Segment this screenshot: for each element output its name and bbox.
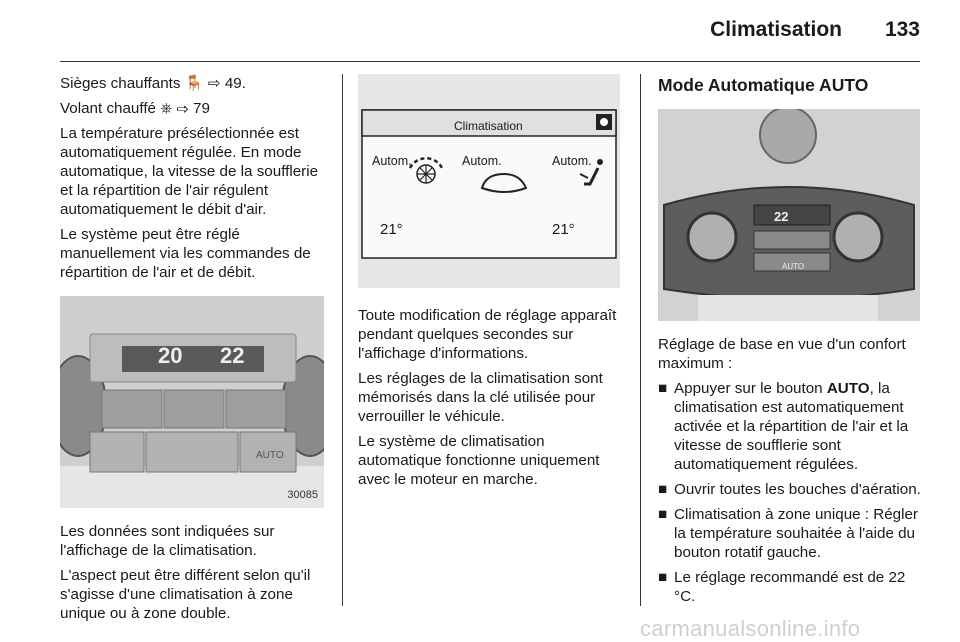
auto-display-temp: 22	[774, 209, 789, 224]
paragraph-base-setting: Réglage de base en vue d'un confort maximum :	[658, 336, 906, 372]
paragraph-manual: Le système peut être réglé manuellement via les commandes de répartition de l'air et de débit.	[60, 226, 311, 281]
bullet-icon: ■	[658, 380, 668, 397]
auto-button: AUTO	[782, 262, 805, 271]
column-divider	[342, 74, 343, 606]
info-display-frame	[358, 74, 620, 288]
figure-code: 30085	[287, 486, 318, 505]
display-right-temp: 22	[220, 343, 245, 368]
bullet-icon: ■	[658, 506, 668, 523]
settings-icon	[596, 114, 612, 130]
paragraph-engine-running: Le système de climatisation automatique fonctionne uniquement avec le moteur en marche.	[358, 433, 600, 488]
list-item: ■ Ouvrir toutes les bouches d'aération.	[658, 481, 921, 498]
climate-panel-photo	[60, 296, 324, 508]
column-middle	[358, 74, 620, 495]
paragraph-data-display: Les données sont indiquées sur l'affichage de la climatisation.	[60, 523, 275, 559]
heated-seat-icon: 🪑	[184, 75, 204, 92]
paragraph-auto-temp: La température présélectionnée est automatiquement régulée. En mode automatique, la vitesse de la soufflerie et la répartition de l'air régulent automatiquement le débit d'air.	[60, 125, 319, 218]
autom-label-2: Autom.	[462, 154, 502, 168]
section-heading: Mode Automatique AUTO	[658, 75, 869, 95]
column-right	[658, 74, 922, 612]
bullet-icon: ■	[658, 481, 668, 498]
page-header-title: Climatisation	[710, 18, 842, 41]
auto-panel-photo	[658, 109, 920, 321]
reference-arrow-icon: ⇨	[176, 100, 189, 117]
reference-arrow-icon: ⇨	[207, 75, 221, 92]
paragraph-appearance: L'aspect peut être différent selon qu'il s'agisse d'une climatisation à zone unique ou à zone double.	[60, 567, 311, 622]
bullet-list	[658, 379, 922, 606]
paragraph-setting-change: Toute modification de réglage apparaît pendant quelques secondes sur l'affichage d'informations.	[358, 307, 617, 362]
list-item: ■ Appuyer sur le bouton AUTO, la climatisation est automatiquement activée et la répartition de l'air et la vitesse de soufflerie sont automatiquement régulées.	[658, 380, 909, 473]
page-number: 133	[884, 18, 920, 41]
column-left	[60, 74, 332, 629]
heated-wheel-icon: ⎈	[160, 100, 173, 117]
paragraph-heated-seats: Sièges chauffants 🪑 ⇨ 49.	[60, 75, 246, 92]
header-rule	[60, 61, 920, 62]
display-title: Climatisation	[454, 119, 523, 133]
watermark: carmanualsonline.info	[640, 616, 861, 641]
info-display-illustration	[358, 74, 620, 288]
bullet-icon: ■	[658, 569, 668, 586]
paragraph-memorised: Les réglages de la climatisation sont mémorisés dans la clé utilisée pour verrouiller le véhicule.	[358, 370, 603, 425]
autom-label-1: Autom.	[372, 154, 412, 168]
list-item: ■ Le réglage recommandé est de 22 °C.	[658, 569, 906, 605]
display-temp-left: 21°	[380, 221, 403, 238]
auto-button: AUTO	[256, 450, 284, 461]
climate-panel-illustration	[60, 296, 324, 508]
autom-label-3: Autom.	[552, 154, 592, 168]
column-divider	[640, 74, 641, 606]
display-left-temp: 20	[158, 343, 183, 368]
list-item: ■ Climatisation à zone unique : Régler la température souhaitée à l'aide du bouton rotatif gauche.	[658, 506, 918, 561]
paragraph-heated-wheel: Volant chauffé ⎈ ⇨ 79	[60, 100, 210, 117]
display-temp-right: 21°	[552, 221, 575, 238]
auto-panel-illustration	[658, 109, 920, 321]
